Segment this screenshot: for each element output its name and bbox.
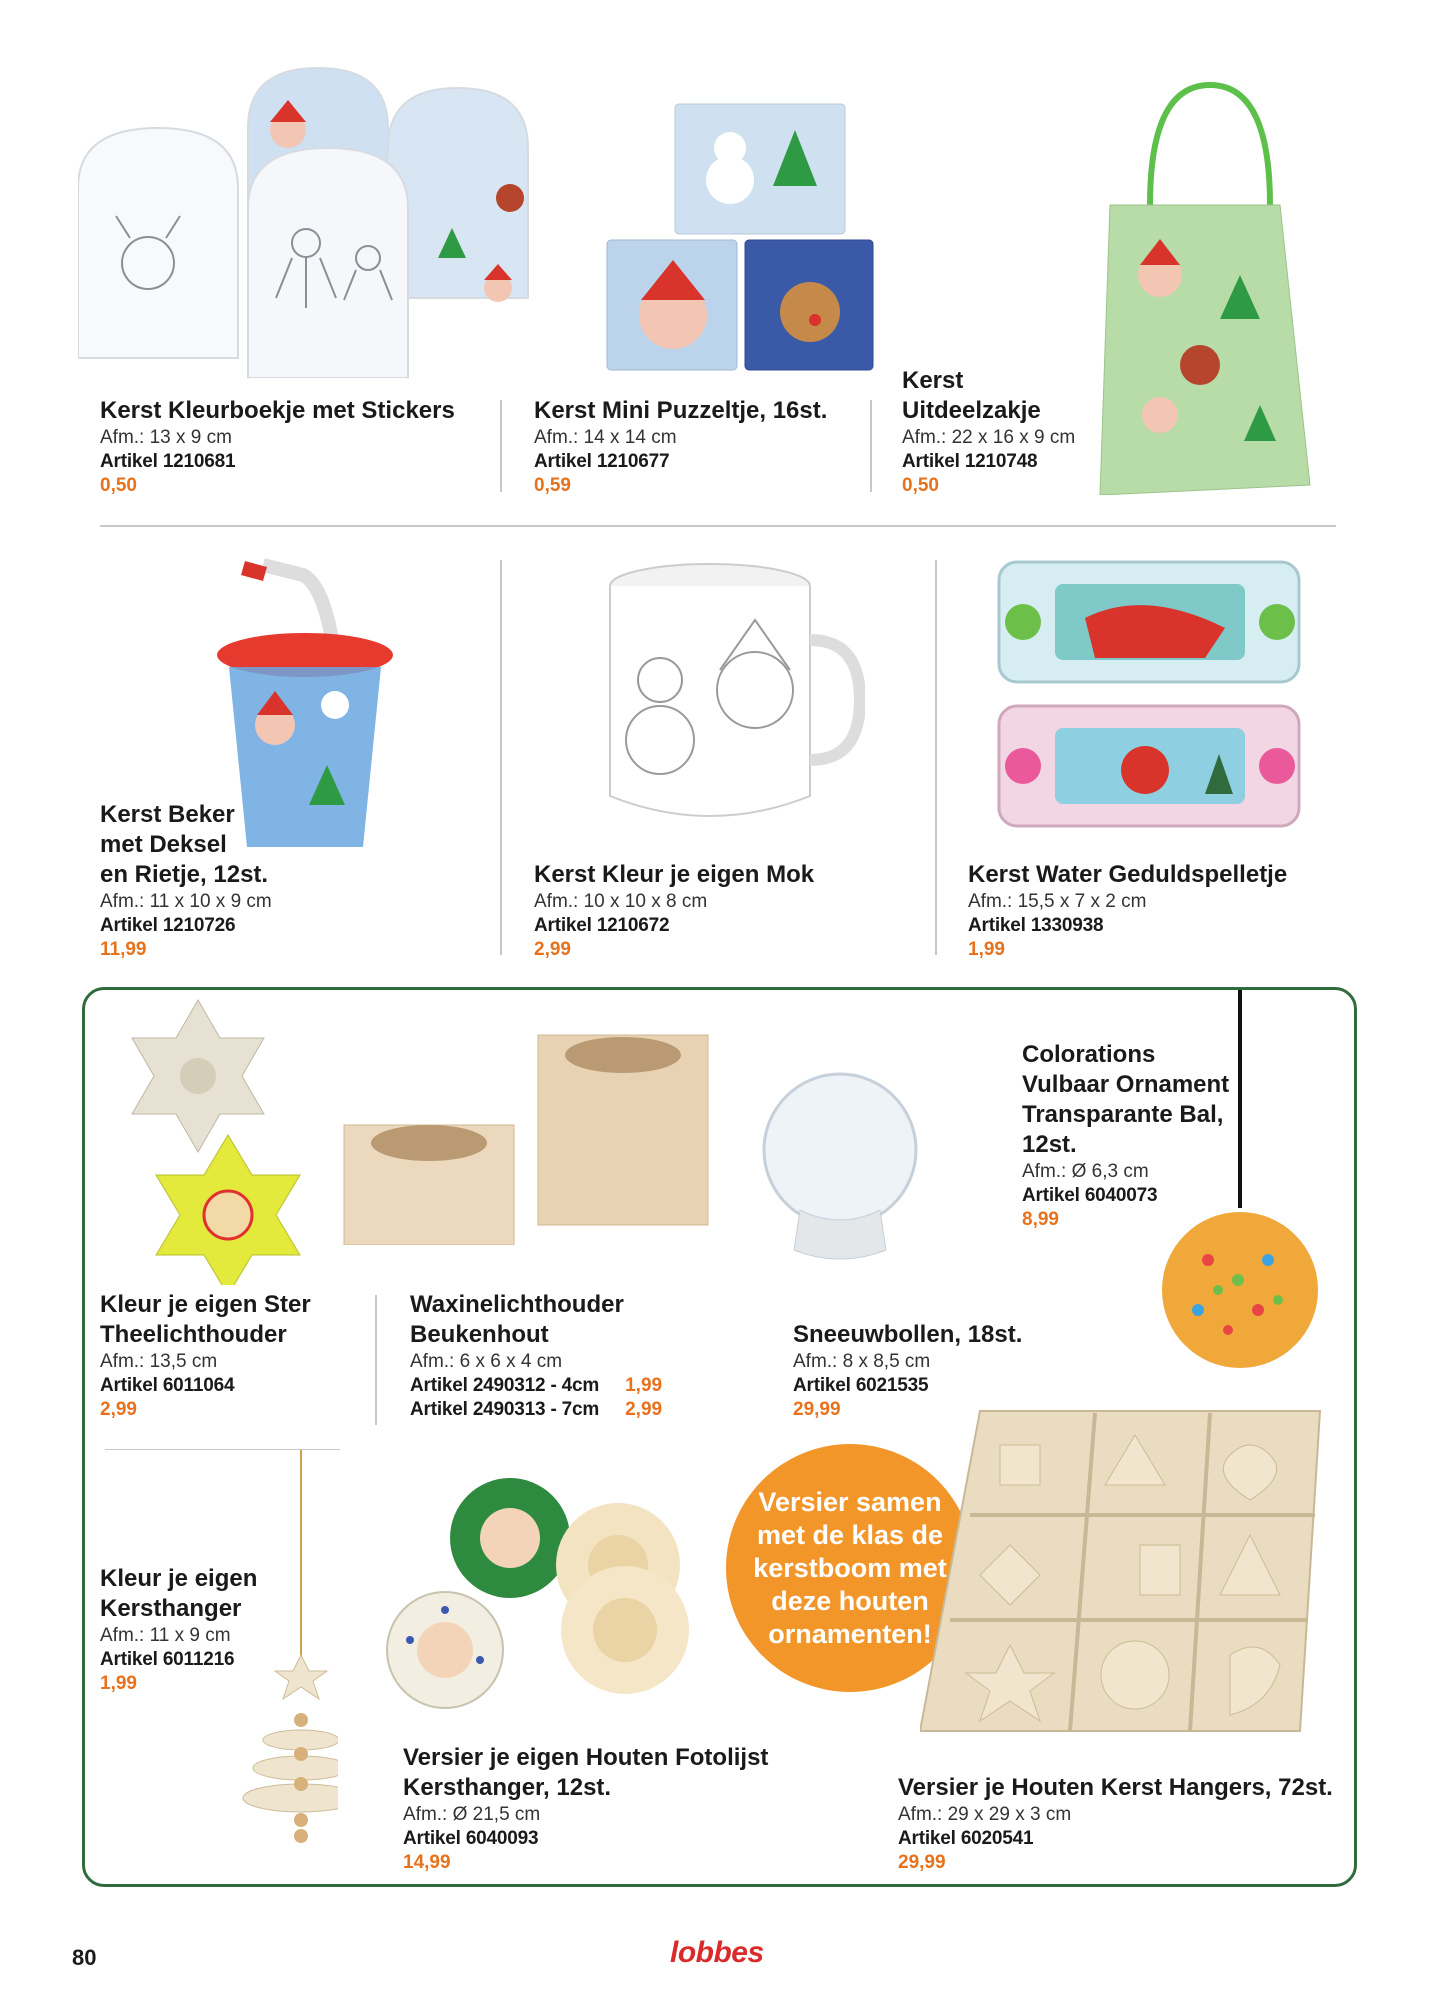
product-article: Artikel 1210726 [100,915,236,936]
product-title: Versier je eigen Houten Fotolijst Kersthanger, 12st. [403,1744,769,1801]
product-title: Kerst Beker met Deksel en Rietje, 12st. [100,801,269,888]
product-dimensions: Afm.: Ø 21,5 cm [403,1804,541,1825]
product-article: Artikel 6020541 [898,1828,1034,1849]
product-dimensions: Afm.: 11 x 10 x 9 cm [100,891,272,912]
product-star-tealight [100,1290,311,1422]
product-price: 2,99 [100,1399,137,1420]
product-price: 1,99 [625,1375,663,1396]
product-price: 2,99 [625,1399,663,1420]
variant-row [410,1398,662,1422]
divider [935,560,937,955]
product-article: Artikel 1210677 [534,451,670,472]
product-title: Kleur je eigen Ster Theelichthouder [100,1291,311,1348]
product-title: Versier je Houten Kerst Hangers, 72st. [898,1774,1333,1801]
product-article: Artikel 1210748 [902,451,1038,472]
product-price: 11,99 [100,939,147,960]
promo-badge: Versier samen met de klas de kerstboom met deze houten ornamenten! [726,1444,974,1692]
product-dimensions: Afm.: 29 x 29 x 3 cm [898,1804,1072,1825]
row-divider [100,525,1336,527]
product-title: Kerst Kleur je eigen Mok [534,861,815,888]
product-dimensions: Afm.: 8 x 8,5 cm [793,1351,931,1372]
wooden-candle-holder-image [340,1025,730,1245]
divider [500,400,502,492]
wooden-hangers-box-image [920,1405,1325,1735]
product-title: Kerst Water Geduldspelletje [968,861,1288,888]
divider [375,1295,377,1425]
snow-globe-image [760,1060,920,1280]
product-price: 0,50 [902,475,939,496]
product-coloring-book [100,396,455,498]
product-price: 14,99 [403,1852,451,1873]
product-ornament-ball [1022,1040,1229,1232]
product-cup [100,800,272,962]
product-article: Artikel 6011216 [100,1649,235,1670]
coloring-book-image [78,58,568,378]
photo-frame-image [360,1450,730,1720]
product-candle-holder [410,1290,662,1422]
brand-logo: lobbes [670,1936,764,1969]
product-article: Artikel 2490313 - 7cm [410,1399,600,1420]
product-price: 2,99 [534,939,571,960]
product-article: Artikel 1330938 [968,915,1104,936]
product-hanger [100,1564,257,1696]
product-title: Kerst Uitdeelzakje [902,367,1041,424]
product-dimensions: Afm.: 13 x 9 cm [100,427,232,448]
product-photo-frame [403,1743,768,1875]
product-price: 8,99 [1022,1209,1059,1230]
variant-row [410,1374,662,1398]
product-title: Sneeuwbollen, 18st. [793,1321,1023,1348]
product-title: Kerst Kleurboekje met Stickers [100,397,455,424]
product-dimensions: Afm.: 15,5 x 7 x 2 cm [968,891,1147,912]
product-mug [534,860,814,962]
product-title: Waxinelichthouder Beukenhout [410,1291,624,1348]
product-article: Artikel 1210681 [100,451,236,472]
divider [500,560,502,955]
mini-puzzle-image [585,100,885,375]
product-price: 0,50 [100,475,137,496]
product-dimensions: Afm.: 14 x 14 cm [534,427,677,448]
product-price: 29,99 [898,1852,946,1873]
water-game-image [995,558,1305,838]
divider [870,400,872,492]
product-price: 1,99 [100,1673,137,1694]
product-wooden-hangers [898,1773,1333,1875]
product-article: Artikel 6021535 [793,1375,929,1396]
star-tealight-image [118,995,318,1285]
product-article: Artikel 2490312 - 4cm [410,1375,600,1396]
product-price: 29,99 [793,1399,841,1420]
gift-bag-image [1090,75,1320,495]
product-dimensions: Afm.: 13,5 cm [100,1351,218,1372]
product-article: Artikel 1210672 [534,915,670,936]
product-article: Artikel 6040073 [1022,1185,1158,1206]
product-water-game [968,860,1287,962]
product-dimensions: Afm.: 22 x 16 x 9 cm [902,427,1076,448]
product-mini-puzzle [534,396,827,498]
product-dimensions: Afm.: Ø 6,3 cm [1022,1161,1149,1182]
product-gift-bag [902,366,1075,498]
product-article: Artikel 6040093 [403,1828,539,1849]
product-dimensions: Afm.: 11 x 9 cm [100,1625,231,1646]
product-dimensions: Afm.: 10 x 10 x 8 cm [534,891,708,912]
product-dimensions: Afm.: 6 x 6 x 4 cm [410,1351,563,1372]
page-number: 80 [72,1945,97,1970]
product-article: Artikel 6011064 [100,1375,235,1396]
product-title: Kerst Mini Puzzeltje, 16st. [534,397,828,424]
product-price: 0,59 [534,475,571,496]
product-price: 1,99 [968,939,1005,960]
product-title: Colorations Vulbaar Ornament Transparante Bal, 12st. [1022,1041,1230,1158]
product-title: Kleur je eigen Kersthanger [100,1565,258,1622]
mug-image [605,560,865,830]
